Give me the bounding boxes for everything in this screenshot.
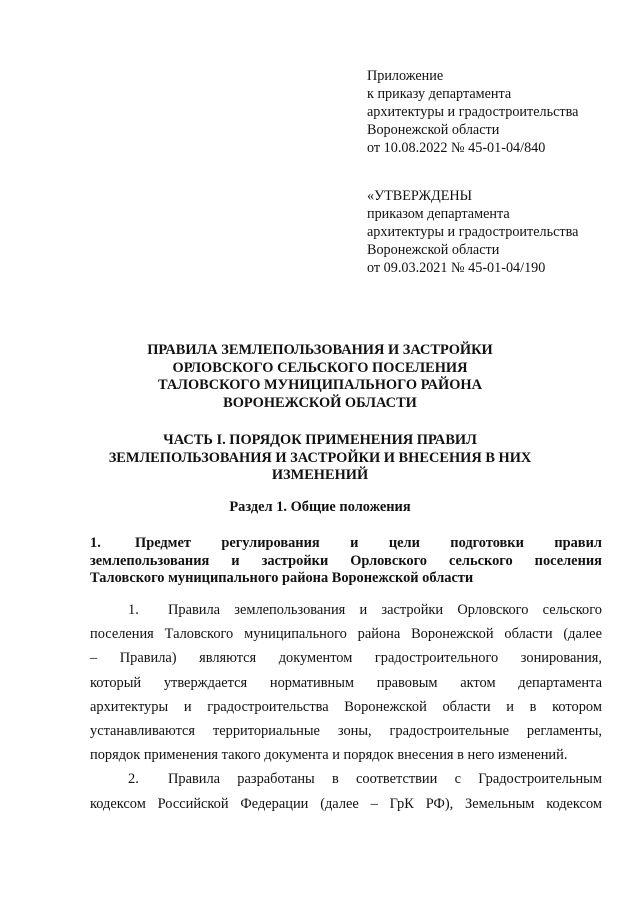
approval-line: Воронежской области bbox=[367, 242, 500, 258]
paragraph-number: 2. bbox=[128, 771, 139, 788]
word: устанавливаются bbox=[90, 723, 196, 740]
word: землепользования bbox=[234, 602, 346, 618]
word: – bbox=[90, 650, 98, 667]
word: зонирования, bbox=[520, 650, 602, 667]
heading-word: Предмет bbox=[135, 535, 191, 551]
heading-word: цели bbox=[388, 535, 420, 551]
word: Таловского bbox=[164, 626, 234, 643]
title-line: ТАЛОВСКОГО МУНИЦИПАЛЬНОГО РАЙОНА bbox=[157, 377, 483, 393]
word: (далее bbox=[563, 626, 602, 643]
heading-word: поселения bbox=[534, 552, 602, 569]
word: являются bbox=[199, 650, 257, 667]
paragraph-line bbox=[90, 622, 602, 646]
word: соответствии bbox=[356, 771, 438, 788]
heading-word: правил bbox=[554, 535, 602, 551]
word: утверждается bbox=[163, 674, 248, 691]
word: регламенты, bbox=[526, 723, 602, 740]
paragraph-line bbox=[90, 719, 602, 743]
word: и bbox=[506, 698, 514, 715]
heading-word: землепользования bbox=[90, 552, 210, 569]
heading-word: застройки bbox=[261, 552, 329, 569]
word: нормативным bbox=[269, 674, 355, 691]
article-heading-line: Таловского муниципального района Воронежской области bbox=[90, 570, 474, 586]
word: порядок применения такого документа и порядок внесения в него изменений. bbox=[90, 747, 568, 764]
approval-line: «УТВЕРЖДЕНЫ bbox=[367, 188, 472, 204]
part-heading-line: ИЗМЕНЕНИЙ bbox=[271, 467, 369, 483]
word-group bbox=[128, 598, 220, 622]
article-number: 1. bbox=[90, 535, 101, 551]
part-heading bbox=[60, 432, 580, 485]
word: градостроительные bbox=[389, 723, 509, 740]
title-line: ВОРОНЕЖСКОЙ ОБЛАСТИ bbox=[223, 394, 417, 411]
paragraph-line bbox=[90, 646, 602, 670]
title-line: ПРАВИЛА ЗЕМЛЕПОЛЬЗОВАНИЯ И ЗАСТРОЙКИ bbox=[147, 342, 493, 358]
approval-line: архитектуры и градостроительства bbox=[367, 224, 579, 240]
paragraph-line bbox=[90, 695, 602, 719]
word-group bbox=[128, 767, 220, 791]
body-text bbox=[90, 598, 602, 816]
word: градостроительства bbox=[207, 698, 329, 715]
paragraph-number: 1. bbox=[128, 602, 139, 618]
word: Градостроительным bbox=[478, 771, 602, 788]
section-heading: Раздел 1. Общие положения bbox=[229, 499, 411, 515]
word: Правила) bbox=[119, 650, 177, 667]
paragraph-line bbox=[90, 671, 602, 695]
paragraph-line bbox=[90, 792, 602, 816]
word: муниципального bbox=[244, 626, 347, 643]
paragraph-line bbox=[90, 743, 602, 767]
word: Правила bbox=[168, 602, 221, 618]
word: с bbox=[454, 771, 461, 788]
appendix-line: к приказу департамента bbox=[367, 86, 512, 102]
word: территориальные bbox=[212, 723, 320, 740]
word: документом bbox=[278, 650, 353, 667]
word: сельского bbox=[542, 602, 602, 618]
approval-line: приказом департамента bbox=[367, 206, 510, 222]
word: Воронежской bbox=[344, 698, 427, 715]
article-heading bbox=[90, 535, 602, 588]
word: Земельным bbox=[465, 795, 535, 812]
part-heading-line: ЧАСТЬ I. ПОРЯДОК ПРИМЕНЕНИЯ ПРАВИЛ bbox=[163, 432, 477, 448]
word: Воронежской bbox=[411, 626, 494, 643]
word: департамента bbox=[518, 674, 602, 691]
word: зоны, bbox=[337, 723, 372, 740]
word: Орловского bbox=[457, 602, 529, 618]
word: области bbox=[504, 626, 553, 643]
word: разработаны bbox=[237, 771, 315, 788]
word: застройки bbox=[381, 602, 444, 618]
word: РФ), bbox=[425, 795, 454, 812]
appendix-line: от 10.08.2022 № 45-01-04/840 bbox=[367, 140, 546, 156]
word: актом bbox=[460, 674, 496, 691]
word: градостроительного bbox=[374, 650, 499, 667]
word: архитектуры bbox=[90, 698, 169, 715]
appendix-line: Воронежской области bbox=[367, 122, 500, 138]
heading-word: и bbox=[350, 535, 359, 551]
word: котором bbox=[552, 698, 602, 715]
appendix-note bbox=[367, 67, 617, 157]
word: в bbox=[529, 698, 537, 715]
word: района bbox=[357, 626, 401, 643]
word: и bbox=[359, 602, 368, 618]
word: Правила bbox=[168, 771, 221, 788]
paragraph-line bbox=[90, 767, 602, 791]
heading-word: Орловского bbox=[350, 552, 427, 569]
word: который bbox=[90, 674, 142, 691]
word: (далее bbox=[320, 795, 359, 812]
paragraph-line bbox=[90, 598, 602, 622]
appendix-line: архитектуры и градостроительства bbox=[367, 104, 579, 120]
word: ГрК bbox=[389, 795, 414, 812]
approval-note bbox=[367, 187, 617, 277]
word: правовым bbox=[376, 674, 438, 691]
word: Федерации bbox=[240, 795, 309, 812]
appendix-line: Приложение bbox=[367, 68, 444, 84]
heading-word-group bbox=[90, 535, 191, 553]
heading-word: сельского bbox=[448, 552, 513, 569]
word: поселения bbox=[90, 626, 154, 643]
heading-word: подготовки bbox=[450, 535, 524, 551]
word: в bbox=[331, 771, 339, 788]
approval-line: от 09.03.2021 № 45-01-04/190 bbox=[367, 260, 546, 276]
word: – bbox=[370, 795, 378, 812]
word: Российской bbox=[157, 795, 229, 812]
word: кодексом bbox=[90, 795, 146, 812]
article-heading-line bbox=[90, 553, 602, 571]
document-title bbox=[60, 342, 580, 412]
heading-word: и bbox=[231, 552, 240, 569]
title-line: ОРЛОВСКОГО СЕЛЬСКОГО ПОСЕЛЕНИЯ bbox=[172, 359, 468, 376]
word: кодексом bbox=[546, 795, 602, 812]
heading-word: регулирования bbox=[221, 535, 320, 551]
word: области bbox=[442, 698, 491, 715]
article-heading-line bbox=[90, 535, 602, 553]
part-heading-line: ЗЕМЛЕПОЛЬЗОВАНИЯ И ЗАСТРОЙКИ И ВНЕСЕНИЯ В НИХ bbox=[108, 449, 532, 466]
word: и bbox=[183, 698, 192, 715]
